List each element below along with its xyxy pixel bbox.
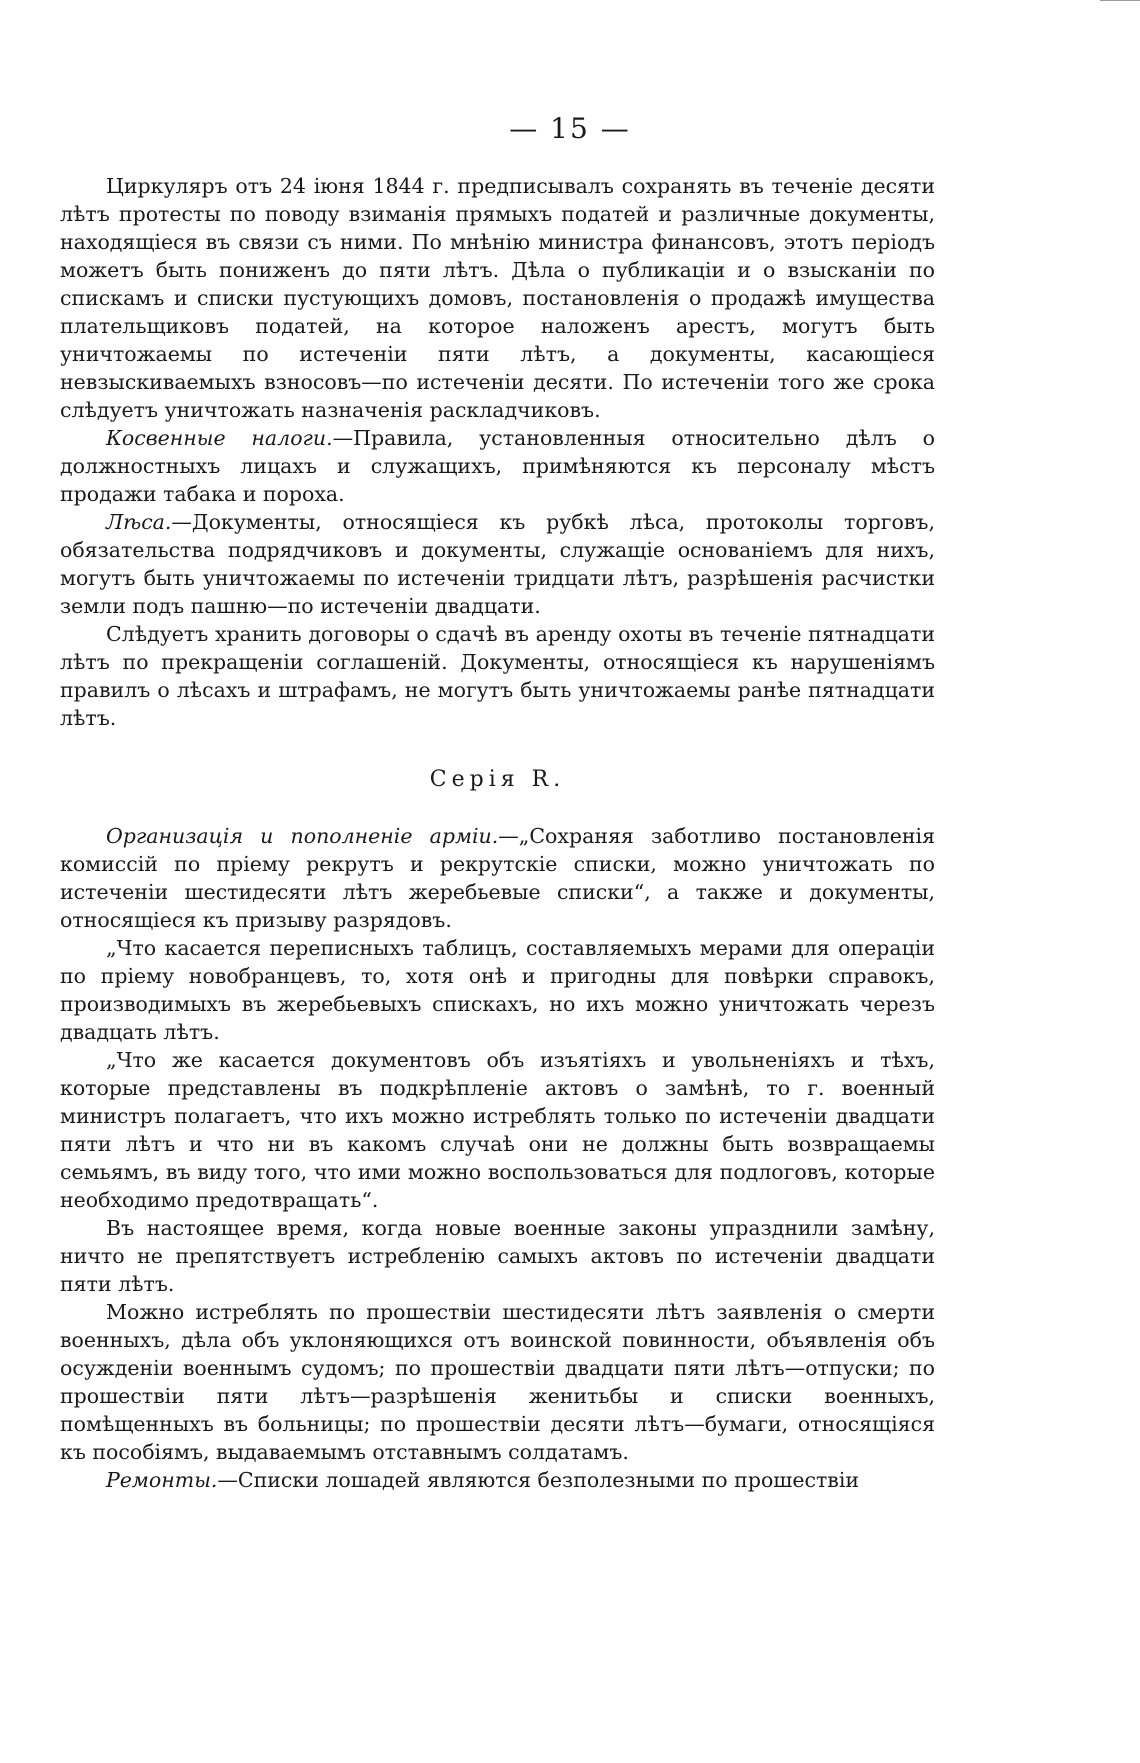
paragraph (60, 508, 935, 620)
paragraph-lead: Косвенные налоги. (106, 426, 333, 450)
paragraph-text: Циркуляръ отъ 24 іюня 1844 г. предписывалъ сохранять въ теченіе десяти лѣтъ протесты по поводу взиманія прямыхъ податей и различные документы, находящіеся въ связи съ ними. По мнѣнію министра финансовъ, этотъ періодъ можетъ быть пониженъ до пяти лѣтъ. Дѣла о публикаціи и о взысканіи по спискамъ и списки пустующихъ домовъ, постановленія о продажѣ имущества плательщиковъ податей, на которое наложенъ арестъ, могутъ быть уничтожаемы по истеченіи пяти лѣтъ, а документы, касающіеся невзыскиваемыхъ взносовъ—по истеченіи десяти. По истеченіи того же срока слѣдуетъ уничтожать назначенія раскладчиковъ. (60, 174, 935, 422)
paragraph-text: Можно истреблять по прошествіи шестидесяти лѣтъ заявленія о смерти военныхъ, дѣла объ уклоняющихся отъ воинской повинности, объявленія объ осужденіи военнымъ судомъ; по прошествіи двадцати пяти лѣтъ—отпуски; по прошествіи пяти лѣтъ—разрѣшенія женитьбы и списки военныхъ, помѣщенныхъ въ больницы; по прошествіи десяти лѣтъ—бумаги, относящіяся къ пособіямъ, выдаваемымъ отставнымъ солдатамъ. (60, 1300, 935, 1464)
paragraph-lead: Организація и пополненіе арміи. (106, 824, 499, 848)
paragraph (60, 822, 935, 934)
paragraph-text: —Списки лошадей являются безполезными по прошествіи (217, 1468, 860, 1492)
paragraph-text: —„Сохраняя заботливо постановленія комиссій по пріему рекрутъ и рекрутскіе списки, можно уничтожать по истеченіи шестидесяти лѣтъ жеребьевые списки“, а также и документы, относящіеся къ призыву разрядовъ. (60, 824, 935, 932)
paragraph-text: „Что касается переписныхъ таблицъ, составляемыхъ мерами для операціи по пріему новобранцевъ, то, хотя онѣ и пригодны для повѣрки справокъ, производимыхъ въ жеребьевыхъ спискахъ, но ихъ можно уничтожать черезъ двадцать лѣтъ. (60, 936, 935, 1044)
paragraph-lead: Ремонты. (106, 1468, 218, 1492)
paragraph (60, 1466, 935, 1494)
section-title: Серія R. (429, 767, 566, 792)
paragraph (60, 934, 935, 1046)
paragraph-text: Въ настоящее время, когда новые военные законы упразднили замѣну, ничто не препятствуетъ истребленію самыхъ актовъ по истеченіи двадцати пяти лѣтъ. (60, 1216, 935, 1296)
edge-rule (1100, 0, 1140, 1)
paragraph-lead: Лѣса. (106, 510, 172, 534)
paragraph-text: Слѣдуетъ хранить договоры о сдачѣ въ аренду охоты въ теченіе пятнадцати лѣтъ по прекращеніи соглашеній. Документы, относящіеся къ нарушеніямъ правилъ о лѣсахъ и штрафамъ, не могутъ быть уничтожаемы ранѣе пятнадцати лѣтъ. (60, 622, 935, 730)
paragraph (60, 620, 935, 732)
paragraph (60, 424, 935, 508)
paragraph (60, 1298, 935, 1466)
paragraph-text: —Документы, относящіеся къ рубкѣ лѣса, протоколы торговъ, обязательства подрядчиковъ и документы, служащіе основаніемъ для нихъ, могутъ быть уничтожаемы по истеченіи тридцати лѣтъ, разрѣшенія расчистки земли подъ пашню—по истеченіи двадцати. (60, 510, 935, 618)
paragraph-text: —Правила, установленныя относительно дѣлъ о должностныхъ лицахъ и служащихъ, примѣняются къ персоналу мѣстъ продажи табака и пороха. (60, 426, 935, 506)
paragraph (60, 1046, 935, 1214)
paragraph (60, 172, 935, 424)
paragraph-text: „Что же касается документовъ объ изъятіяхъ и увольненіяхъ и тѣхъ, которые представлены въ подкрѣпленіе актовъ о замѣнѣ, то г. военный министръ полагаетъ, что ихъ можно истреблять только по истеченіи двадцати пяти лѣтъ и что ни въ какомъ случаѣ они не должны быть возвращаемы семьямъ, въ виду того, что ими можно воспользоваться для подлоговъ, которые необходимо предотвращать“. (60, 1048, 935, 1212)
paragraph (60, 1214, 935, 1298)
page-number: — 15 — (509, 112, 631, 145)
body-text (60, 172, 935, 1494)
